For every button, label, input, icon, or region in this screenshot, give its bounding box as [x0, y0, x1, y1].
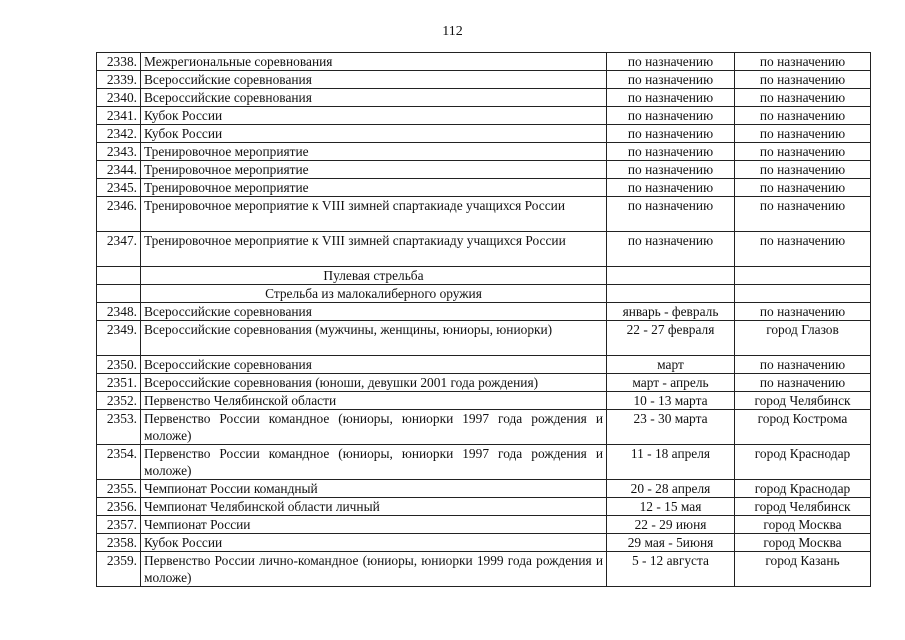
event-place: по назначению	[735, 197, 871, 232]
empty-cell	[97, 285, 141, 303]
event-place: город Краснодар	[735, 445, 871, 480]
event-place: по назначению	[735, 89, 871, 107]
event-date: 10 - 13 марта	[607, 392, 735, 410]
event-place: город Челябинск	[735, 498, 871, 516]
table-row	[97, 53, 871, 71]
event-place: по назначению	[735, 356, 871, 374]
row-number: 2353.	[97, 410, 141, 445]
table-row	[97, 445, 871, 480]
event-name: Чемпионат Челябинской области личный	[141, 498, 607, 516]
event-date: по назначению	[607, 179, 735, 197]
row-number: 2340.	[97, 89, 141, 107]
row-number: 2348.	[97, 303, 141, 321]
event-date: март	[607, 356, 735, 374]
row-number: 2350.	[97, 356, 141, 374]
event-place: по назначению	[735, 107, 871, 125]
event-date: 22 - 29 июня	[607, 516, 735, 534]
table-row	[97, 232, 871, 267]
table-row	[97, 374, 871, 392]
event-place: по назначению	[735, 161, 871, 179]
event-name: Тренировочное мероприятие	[141, 143, 607, 161]
event-place: город Казань	[735, 552, 871, 587]
event-place: по назначению	[735, 125, 871, 143]
event-name: Всероссийские соревнования	[141, 303, 607, 321]
event-place: город Москва	[735, 534, 871, 552]
event-date: по назначению	[607, 143, 735, 161]
event-place: по назначению	[735, 374, 871, 392]
table-row	[97, 552, 871, 587]
empty-cell	[607, 285, 735, 303]
empty-cell	[97, 267, 141, 285]
table-row	[97, 125, 871, 143]
event-date: 29 мая - 5июня	[607, 534, 735, 552]
event-date: по назначению	[607, 107, 735, 125]
table-row	[97, 356, 871, 374]
event-place: город Глазов	[735, 321, 871, 356]
event-name: Всероссийские соревнования	[141, 356, 607, 374]
event-name: Тренировочное мероприятие к VIII зимней спартакиаде учащихся России	[141, 197, 607, 232]
event-name: Всероссийские соревнования	[141, 71, 607, 89]
section-header-row	[97, 267, 871, 285]
row-number: 2354.	[97, 445, 141, 480]
event-place: по назначению	[735, 232, 871, 267]
event-date: по назначению	[607, 161, 735, 179]
table-row	[97, 161, 871, 179]
event-place: город Кострома	[735, 410, 871, 445]
event-name: Кубок России	[141, 125, 607, 143]
event-date: по назначению	[607, 197, 735, 232]
event-date: январь - февраль	[607, 303, 735, 321]
event-place: город Челябинск	[735, 392, 871, 410]
section-header-row	[97, 285, 871, 303]
row-number: 2342.	[97, 125, 141, 143]
event-name: Кубок России	[141, 534, 607, 552]
event-name: Первенство Челябинской области	[141, 392, 607, 410]
table-row	[97, 392, 871, 410]
row-number: 2351.	[97, 374, 141, 392]
event-name: Чемпионат России	[141, 516, 607, 534]
event-date: 23 - 30 марта	[607, 410, 735, 445]
row-number: 2358.	[97, 534, 141, 552]
event-name: Чемпионат России командный	[141, 480, 607, 498]
empty-cell	[607, 267, 735, 285]
table-row	[97, 534, 871, 552]
table-row	[97, 89, 871, 107]
event-date: по назначению	[607, 89, 735, 107]
event-date: по назначению	[607, 125, 735, 143]
row-number: 2346.	[97, 197, 141, 232]
table-row	[97, 107, 871, 125]
table-row	[97, 303, 871, 321]
row-number: 2345.	[97, 179, 141, 197]
event-date: 5 - 12 августа	[607, 552, 735, 587]
table-row	[97, 71, 871, 89]
event-place: по назначению	[735, 71, 871, 89]
event-place: по назначению	[735, 53, 871, 71]
event-name: Межрегиональные соревнования	[141, 53, 607, 71]
events-table	[96, 52, 871, 587]
event-date: 22 - 27 февраля	[607, 321, 735, 356]
table-row	[97, 410, 871, 445]
event-name: Тренировочное мероприятие к VIII зимней спартакиаду учащихся России	[141, 232, 607, 267]
row-number: 2356.	[97, 498, 141, 516]
event-date: 12 - 15 мая	[607, 498, 735, 516]
event-date: 11 - 18 апреля	[607, 445, 735, 480]
table-row	[97, 143, 871, 161]
event-name: Тренировочное мероприятие	[141, 161, 607, 179]
event-place: город Краснодар	[735, 480, 871, 498]
event-name: Кубок России	[141, 107, 607, 125]
event-place: по назначению	[735, 143, 871, 161]
event-name: Первенство России командное (юниоры, юниорки 1997 года рождения и моложе)	[141, 410, 607, 445]
table-row	[97, 321, 871, 356]
table-row	[97, 197, 871, 232]
table-row	[97, 179, 871, 197]
row-number: 2355.	[97, 480, 141, 498]
row-number: 2338.	[97, 53, 141, 71]
page-number: 112	[442, 24, 463, 39]
event-name: Первенство России командное (юниоры, юниорки 1997 года рождения и моложе)	[141, 445, 607, 480]
event-name: Всероссийские соревнования (мужчины, женщины, юниоры, юниорки)	[141, 321, 607, 356]
event-date: март - апрель	[607, 374, 735, 392]
section-title: Пулевая стрельба	[141, 267, 607, 285]
event-name: Всероссийские соревнования (юноши, девушки 2001 года рождения)	[141, 374, 607, 392]
event-date: по назначению	[607, 71, 735, 89]
event-date: по назначению	[607, 232, 735, 267]
empty-cell	[735, 285, 871, 303]
event-date: 20 - 28 апреля	[607, 480, 735, 498]
event-name: Тренировочное мероприятие	[141, 179, 607, 197]
event-place: по назначению	[735, 303, 871, 321]
event-name: Первенство России лично-командное (юниоры, юниорки 1999 года рождения и моложе)	[141, 552, 607, 587]
row-number: 2344.	[97, 161, 141, 179]
table-row	[97, 480, 871, 498]
row-number: 2343.	[97, 143, 141, 161]
events-table-body	[97, 53, 871, 587]
event-place: город Москва	[735, 516, 871, 534]
table-row	[97, 498, 871, 516]
empty-cell	[735, 267, 871, 285]
event-name: Всероссийские соревнования	[141, 89, 607, 107]
row-number: 2347.	[97, 232, 141, 267]
row-number: 2339.	[97, 71, 141, 89]
event-place: по назначению	[735, 179, 871, 197]
row-number: 2349.	[97, 321, 141, 356]
row-number: 2357.	[97, 516, 141, 534]
event-date: по назначению	[607, 53, 735, 71]
row-number: 2341.	[97, 107, 141, 125]
row-number: 2359.	[97, 552, 141, 587]
row-number: 2352.	[97, 392, 141, 410]
table-row	[97, 516, 871, 534]
section-title: Стрельба из малокалиберного оружия	[141, 285, 607, 303]
